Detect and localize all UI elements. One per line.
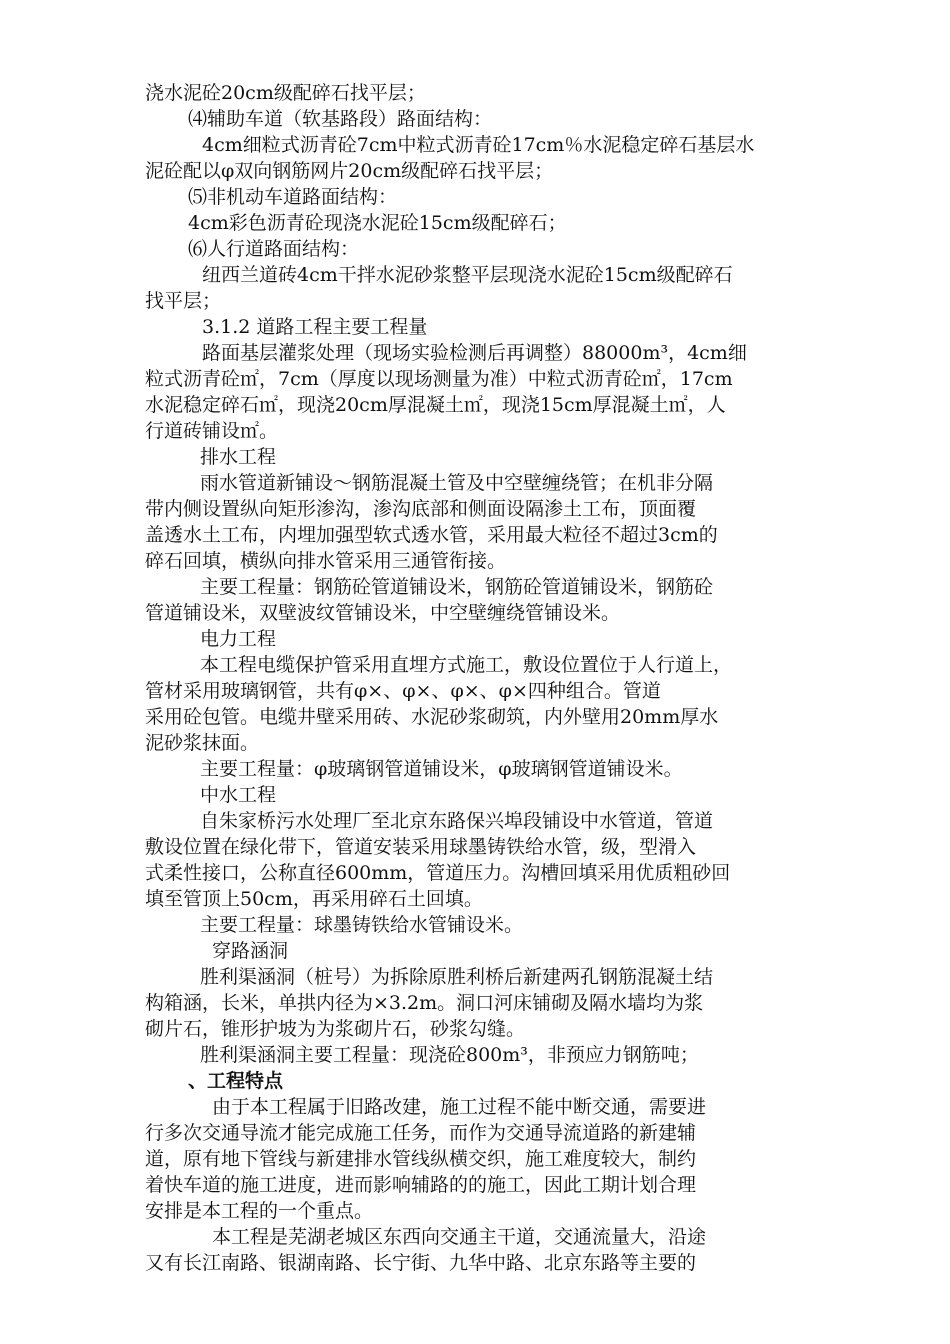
text-line: 胜利渠涵洞（桩号）为拆除原胜利桥后新建两孔钢筋混凝土结 [200, 966, 714, 988]
text-line: 水泥稳定碎石㎡，现浇20cm厚混凝土㎡，现浇15cm厚混凝土㎡，人 [145, 394, 726, 416]
text-line: 由于本工程属于旧路改建，施工过程不能中断交通，需要进 [212, 1096, 707, 1118]
text-line: 砌片石，锥形护坡为为浆砌片石，砂浆勾缝。 [145, 1018, 526, 1040]
text-line: 着快车道的施工进度，进而影响辅路的的施工，因此工期计划合理 [145, 1174, 697, 1196]
text-line: 管材采用玻璃钢管，共有φ×、φ×、φ×、φ×四种组合。管道 [145, 680, 661, 702]
text-line: 找平层； [145, 290, 222, 312]
text-line: 式柔性接口，公称直径600mm，管道压力。沟槽回填采用优质粗砂回 [145, 862, 731, 884]
section-heading: ⑸非机动车道路面结构： [188, 186, 398, 208]
section-heading: 穿路涵洞 [212, 940, 289, 962]
text-line: 行多次交通导流才能完成施工任务，而作为交通导流道路的新建辅 [145, 1122, 697, 1144]
text-line: 带内侧设置纵向矩形渗沟，渗沟底部和侧面设隔渗土工布，顶面覆 [145, 498, 697, 520]
text-line: 填至管顶上50cm，再采用碎石土回填。 [145, 888, 483, 910]
text-line: 主要工程量：钢筋砼管道铺设米，钢筋砼管道铺设米，钢筋砼 [200, 576, 714, 598]
text-line: 胜利渠涵洞主要工程量：现浇砼800m³，非预应力钢筋吨； [200, 1044, 699, 1066]
section-heading: ⑷辅助车道（软基路段）路面结构： [188, 108, 493, 130]
text-line: 本工程电缆保护管采用直埋方式施工，敷设位置位于人行道上， [200, 654, 733, 676]
text-line: 4cm细粒式沥青砼7cm中粒式沥青砼17cm％水泥稳定碎石基层水 [202, 134, 755, 156]
text-line: 泥砼配以φ双向钢筋网片20cm级配碎石找平层； [145, 160, 554, 182]
text-line: 本工程是芜湖老城区东西向交通主干道，交通流量大，沿途 [212, 1226, 707, 1248]
section-heading-bold: 、工程特点 [188, 1070, 284, 1092]
text-line: 浇水泥砼20cm级配碎石找平层； [145, 82, 426, 104]
section-heading: 中水工程 [200, 784, 277, 806]
text-line: 又有长江南路、银湖南路、长宁街、九华中路、北京东路等主要的 [145, 1252, 697, 1274]
text-line: 管道铺设米，双壁波纹管铺设米，中空壁缠绕管铺设米。 [145, 602, 621, 624]
text-line: 自朱家桥污水处理厂至北京东路保兴埠段铺设中水管道，管道 [200, 810, 714, 832]
text-line: 雨水管道新铺设～钢筋混凝土管及中空壁缠绕管；在机非分隔 [200, 472, 714, 494]
text-line: 安排是本工程的一个重点。 [145, 1200, 374, 1222]
text-line: 构箱涵，长米，单拱内径为×3.2m。洞口河床铺砌及隔水墙均为浆 [145, 992, 704, 1014]
text-line: 主要工程量：φ玻璃钢管道铺设米，φ玻璃钢管道铺设米。 [200, 758, 683, 780]
text-line: 道，原有地下管线与新建排水管线纵横交织，施工难度较大，制约 [145, 1148, 697, 1170]
text-line: 粒式沥青砼㎡，7cm（厚度以现场测量为准）中粒式沥青砼㎡，17cm [145, 368, 733, 390]
text-line: 盖透水土工布，内埋加强型软式透水管，采用最大粒径不超过3cm的 [145, 524, 718, 546]
text-line: 碎石回填，横纵向排水管采用三通管衔接。 [145, 550, 507, 572]
section-heading: 电力工程 [200, 628, 277, 650]
text-line: 主要工程量：球墨铸铁给水管铺设米。 [200, 914, 524, 936]
text-line: 行道砖铺设㎡。 [145, 420, 279, 442]
section-heading: 3.1.2 道路工程主要工程量 [202, 316, 428, 338]
text-line: 采用砼包管。电缆井壁采用砖、水泥砂浆砌筑，内外壁用20mm厚水 [145, 706, 719, 728]
text-line: 敷设位置在绿化带下，管道安装采用球墨铸铁给水管，级，型滑入 [145, 836, 697, 858]
text-line: 路面基层灌浆处理（现场实验检测后再调整）88000m³，4cm细 [202, 342, 747, 364]
text-line: 泥砂浆抹面。 [145, 732, 260, 754]
text-line: 4cm彩色沥青砼现浇水泥砼15cm级配碎石； [188, 212, 567, 234]
text-line: 纽西兰道砖4cm干拌水泥砂浆整平层现浇水泥砼15cm级配碎石 [202, 264, 733, 286]
section-heading: 排水工程 [200, 446, 277, 468]
section-heading: ⑹人行道路面结构： [188, 238, 360, 260]
